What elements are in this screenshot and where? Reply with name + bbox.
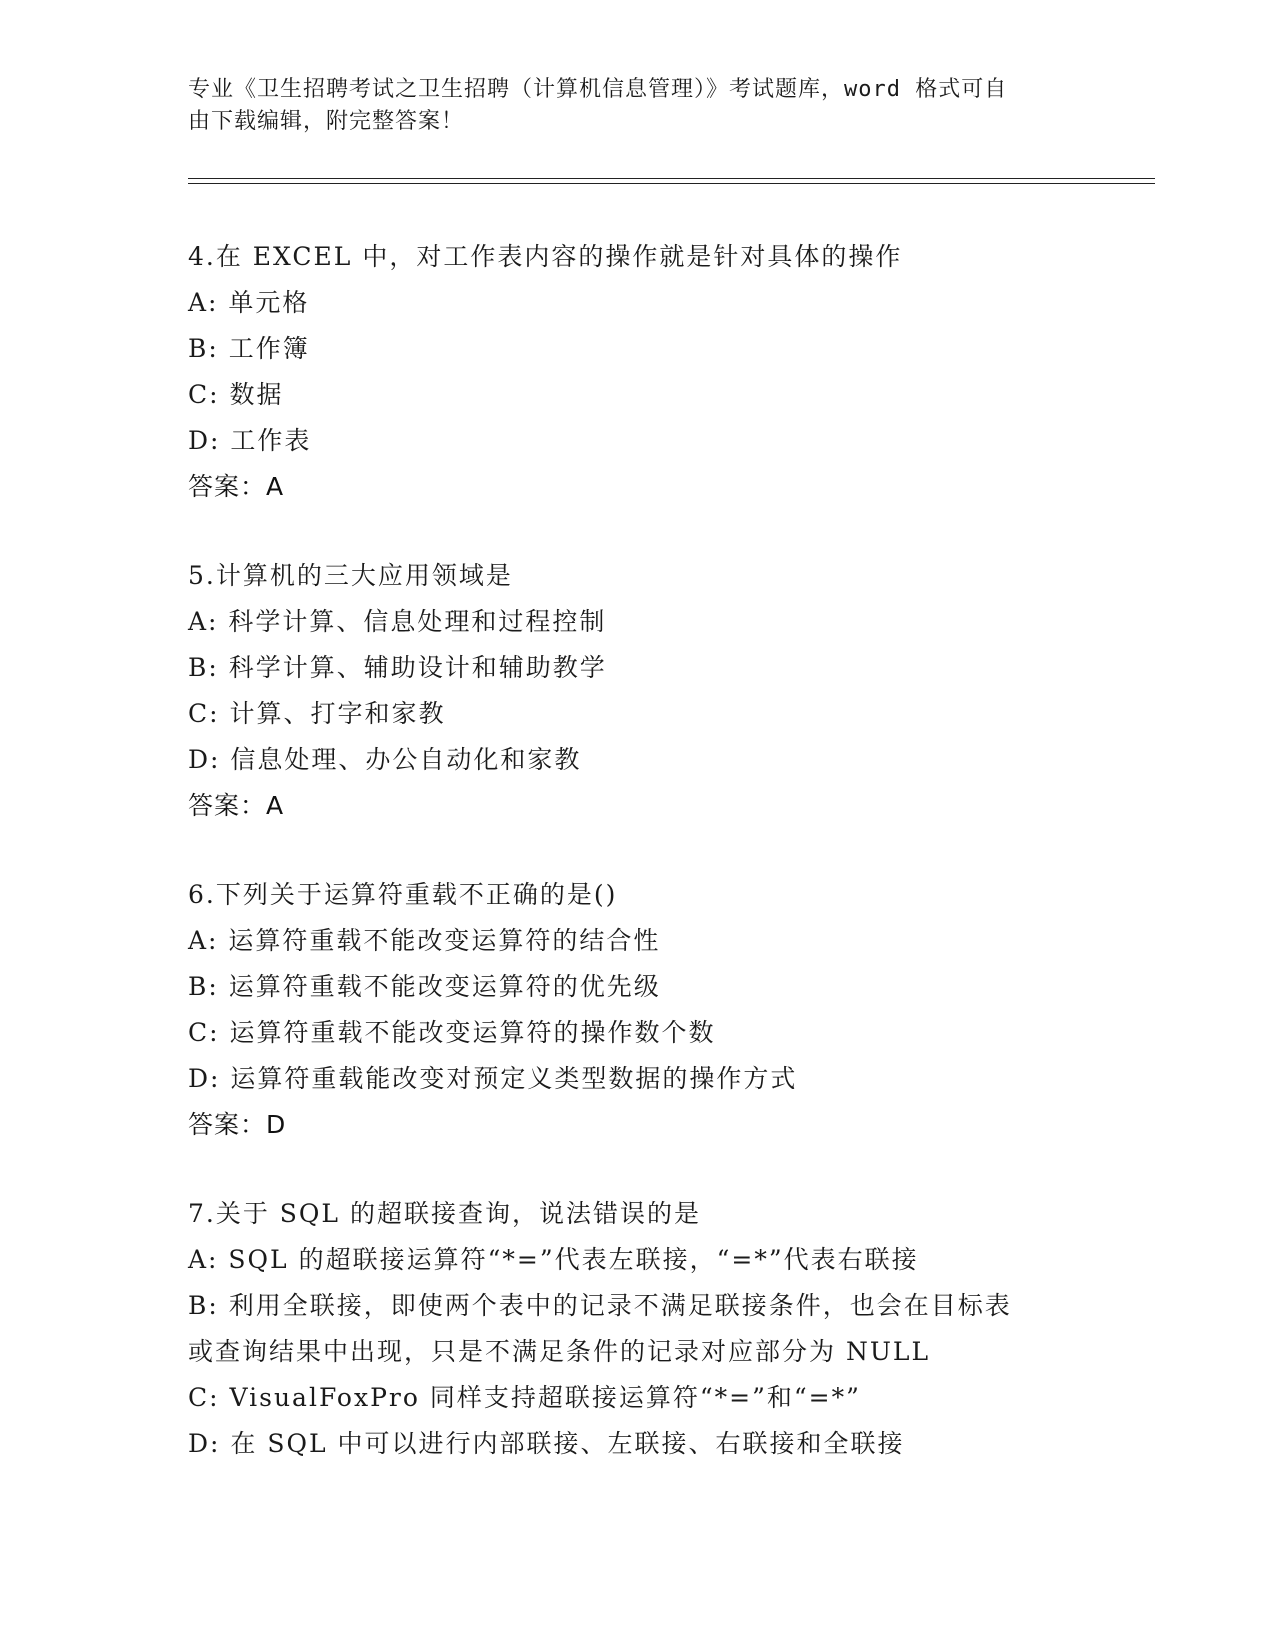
question-stem: 6.下列关于运算符重载不正确的是() [188, 880, 618, 909]
header-line-2: 由下载编辑，附完整答案！ [188, 109, 465, 134]
option-b-continued: 或查询结果中出现，只是不满足条件的记录对应部分为 NULL [188, 1337, 931, 1366]
option-b: B: 工作簿 [188, 334, 310, 363]
header-divider-bottom [188, 183, 1155, 184]
option-b: B: 利用全联接，即使两个表中的记录不满足联接条件，也会在目标表 [188, 1291, 1012, 1320]
option-d: D: 运算符重载能改变对预定义类型数据的操作方式 [188, 1064, 798, 1093]
option-b: B: 科学计算、辅助设计和辅助教学 [188, 653, 607, 682]
option-b: B: 运算符重载不能改变运算符的优先级 [188, 972, 661, 1001]
option-a: A: 运算符重载不能改变运算符的结合性 [188, 926, 661, 955]
question-stem: 4.在 EXCEL 中，对工作表内容的操作就是针对具体的操作 [188, 242, 903, 271]
header-line-1: 专业《卫生招聘考试之卫生招聘（计算机信息管理）》考试题库，word 格式可自 [188, 77, 1008, 102]
option-c: C: 计算、打字和家教 [188, 699, 446, 728]
question-6 [188, 872, 1088, 1148]
header-divider-top [188, 178, 1155, 179]
answer-line: 答案：D [188, 1110, 287, 1139]
option-c: C: 运算符重载不能改变运算符的操作数个数 [188, 1018, 716, 1047]
document-header [188, 74, 1088, 138]
option-d: D: 信息处理、办公自动化和家教 [188, 745, 582, 774]
question-5 [188, 553, 1088, 829]
option-a: A: 单元格 [188, 288, 310, 317]
question-stem: 7.关于 SQL 的超联接查询，说法错误的是 [188, 1199, 701, 1228]
option-c: C: VisualFoxPro 同样支持超联接运算符“*=”和“=*” [188, 1383, 861, 1412]
question-4 [188, 234, 1088, 510]
answer-line: 答案：A [188, 472, 285, 501]
question-7 [188, 1191, 1088, 1467]
answer-line: 答案：A [188, 791, 285, 820]
question-stem: 5.计算机的三大应用领域是 [188, 561, 513, 590]
option-a: A: 科学计算、信息处理和过程控制 [188, 607, 607, 636]
option-d: D: 工作表 [188, 426, 312, 455]
option-c: C: 数据 [188, 380, 284, 409]
option-d: D: 在 SQL 中可以进行内部联接、左联接、右联接和全联接 [188, 1429, 905, 1458]
option-a: A: SQL 的超联接运算符“*=”代表左联接，“=*”代表右联接 [188, 1245, 919, 1274]
